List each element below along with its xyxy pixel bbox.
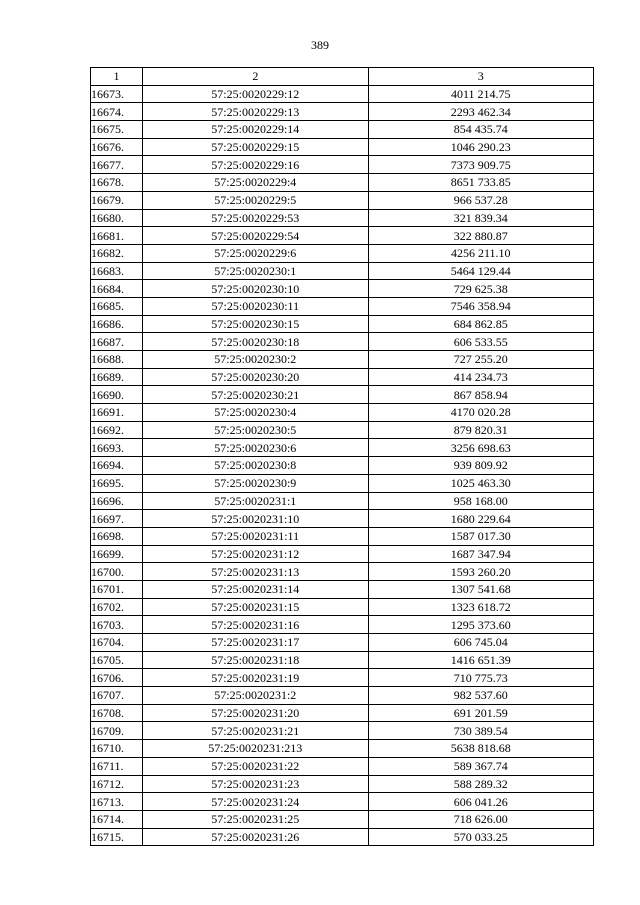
row-number-cell: 16686. <box>91 315 143 333</box>
row-number-cell: 16699. <box>91 545 143 563</box>
cadastral-number-cell: 57:25:0020231:25 <box>143 810 368 828</box>
cadastral-number-cell: 57:25:0020229:15 <box>143 138 368 156</box>
row-number-cell: 16683. <box>91 262 143 280</box>
row-number-cell: 16684. <box>91 280 143 298</box>
table-row <box>91 740 594 758</box>
value-cell: 1046 290.23 <box>368 138 593 156</box>
row-number-cell: 16707. <box>91 687 143 705</box>
value-cell: 589 367.74 <box>368 757 593 775</box>
cadastral-number-cell: 57:25:0020230:1 <box>143 262 368 280</box>
value-cell: 606 041.26 <box>368 793 593 811</box>
cadastral-number-cell: 57:25:0020230:21 <box>143 386 368 404</box>
value-cell: 1416 651.39 <box>368 651 593 669</box>
row-number-cell: 16678. <box>91 174 143 192</box>
cadastral-number-cell: 57:25:0020231:22 <box>143 757 368 775</box>
row-number-cell: 16711. <box>91 757 143 775</box>
table-row <box>91 492 594 510</box>
row-number-cell: 16712. <box>91 775 143 793</box>
value-cell: 3256 698.63 <box>368 439 593 457</box>
table-row <box>91 227 594 245</box>
value-cell: 1323 618.72 <box>368 598 593 616</box>
table-row <box>91 138 594 156</box>
value-cell: 4170 020.28 <box>368 404 593 422</box>
value-cell: 2293 462.34 <box>368 103 593 121</box>
row-number-cell: 16694. <box>91 457 143 475</box>
row-number-cell: 16681. <box>91 227 143 245</box>
value-cell: 1680 229.64 <box>368 510 593 528</box>
value-cell: 854 435.74 <box>368 121 593 139</box>
row-number-cell: 16677. <box>91 156 143 174</box>
table-row <box>91 156 594 174</box>
value-cell: 1687 347.94 <box>368 545 593 563</box>
value-cell: 718 626.00 <box>368 810 593 828</box>
table-row <box>91 85 594 103</box>
value-cell: 729 625.38 <box>368 280 593 298</box>
table-row <box>91 121 594 139</box>
value-cell: 691 201.59 <box>368 704 593 722</box>
row-number-cell: 16689. <box>91 368 143 386</box>
table-row <box>91 598 594 616</box>
value-cell: 710 775.73 <box>368 669 593 687</box>
table-row <box>91 333 594 351</box>
row-number-cell: 16697. <box>91 510 143 528</box>
cadastral-number-cell: 57:25:0020229:16 <box>143 156 368 174</box>
cadastral-number-cell: 57:25:0020231:11 <box>143 527 368 545</box>
row-number-cell: 16698. <box>91 527 143 545</box>
column-header-3: 3 <box>368 68 593 86</box>
cadastral-number-cell: 57:25:0020230:6 <box>143 439 368 457</box>
table-row <box>91 457 594 475</box>
row-number-cell: 16706. <box>91 669 143 687</box>
value-cell: 8651 733.85 <box>368 174 593 192</box>
cadastral-number-cell: 57:25:0020230:15 <box>143 315 368 333</box>
cadastral-number-cell: 57:25:0020231:17 <box>143 634 368 652</box>
row-number-cell: 16703. <box>91 616 143 634</box>
cadastral-number-cell: 57:25:0020229:12 <box>143 85 368 103</box>
table-row <box>91 174 594 192</box>
table-body <box>91 85 594 846</box>
cadastral-number-cell: 57:25:0020231:19 <box>143 669 368 687</box>
value-cell: 7373 909.75 <box>368 156 593 174</box>
value-cell: 727 255.20 <box>368 351 593 369</box>
cadastral-number-cell: 57:25:0020231:15 <box>143 598 368 616</box>
registry-table <box>90 67 594 846</box>
cadastral-number-cell: 57:25:0020230:10 <box>143 280 368 298</box>
cadastral-number-cell: 57:25:0020230:9 <box>143 474 368 492</box>
value-cell: 588 289.32 <box>368 775 593 793</box>
row-number-cell: 16702. <box>91 598 143 616</box>
row-number-cell: 16709. <box>91 722 143 740</box>
value-cell: 1025 463.30 <box>368 474 593 492</box>
table-row <box>91 651 594 669</box>
header-row <box>91 68 594 86</box>
cadastral-number-cell: 57:25:0020230:18 <box>143 333 368 351</box>
row-number-cell: 16705. <box>91 651 143 669</box>
value-cell: 414 234.73 <box>368 368 593 386</box>
value-cell: 321 839.34 <box>368 209 593 227</box>
row-number-cell: 16701. <box>91 580 143 598</box>
table-row <box>91 262 594 280</box>
table-row <box>91 704 594 722</box>
row-number-cell: 16710. <box>91 740 143 758</box>
row-number-cell: 16675. <box>91 121 143 139</box>
value-cell: 684 862.85 <box>368 315 593 333</box>
value-cell: 1295 373.60 <box>368 616 593 634</box>
table-row <box>91 810 594 828</box>
table-row <box>91 669 594 687</box>
row-number-cell: 16704. <box>91 634 143 652</box>
cadastral-number-cell: 57:25:0020230:8 <box>143 457 368 475</box>
cadastral-number-cell: 57:25:0020230:20 <box>143 368 368 386</box>
value-cell: 570 033.25 <box>368 828 593 846</box>
value-cell: 606 745.04 <box>368 634 593 652</box>
cadastral-number-cell: 57:25:0020230:2 <box>143 351 368 369</box>
cadastral-number-cell: 57:25:0020229:54 <box>143 227 368 245</box>
row-number-cell: 16700. <box>91 563 143 581</box>
column-header-2: 2 <box>143 68 368 86</box>
row-number-cell: 16715. <box>91 828 143 846</box>
cadastral-number-cell: 57:25:0020230:4 <box>143 404 368 422</box>
cadastral-number-cell: 57:25:0020230:11 <box>143 297 368 315</box>
row-number-cell: 16713. <box>91 793 143 811</box>
table-row <box>91 828 594 846</box>
value-cell: 958 168.00 <box>368 492 593 510</box>
row-number-cell: 16674. <box>91 103 143 121</box>
cadastral-number-cell: 57:25:0020231:20 <box>143 704 368 722</box>
cadastral-number-cell: 57:25:0020231:24 <box>143 793 368 811</box>
cadastral-number-cell: 57:25:0020229:13 <box>143 103 368 121</box>
cadastral-number-cell: 57:25:0020231:1 <box>143 492 368 510</box>
table-row <box>91 793 594 811</box>
table-row <box>91 191 594 209</box>
row-number-cell: 16695. <box>91 474 143 492</box>
row-number-cell: 16679. <box>91 191 143 209</box>
table-row <box>91 527 594 545</box>
cadastral-number-cell: 57:25:0020231:21 <box>143 722 368 740</box>
value-cell: 606 533.55 <box>368 333 593 351</box>
table-row <box>91 297 594 315</box>
value-cell: 4011 214.75 <box>368 85 593 103</box>
cadastral-number-cell: 57:25:0020231:26 <box>143 828 368 846</box>
value-cell: 1587 017.30 <box>368 527 593 545</box>
cadastral-number-cell: 57:25:0020231:213 <box>143 740 368 758</box>
row-number-cell: 16714. <box>91 810 143 828</box>
cadastral-number-cell: 57:25:0020231:13 <box>143 563 368 581</box>
row-number-cell: 16676. <box>91 138 143 156</box>
cadastral-number-cell: 57:25:0020231:12 <box>143 545 368 563</box>
value-cell: 982 537.60 <box>368 687 593 705</box>
table-row <box>91 687 594 705</box>
table-row <box>91 103 594 121</box>
cadastral-number-cell: 57:25:0020231:10 <box>143 510 368 528</box>
row-number-cell: 16693. <box>91 439 143 457</box>
value-cell: 5464 129.44 <box>368 262 593 280</box>
table-row <box>91 775 594 793</box>
table-row <box>91 563 594 581</box>
value-cell: 730 389.54 <box>368 722 593 740</box>
value-cell: 7546 358.94 <box>368 297 593 315</box>
page-number: 389 <box>311 38 329 52</box>
table-row <box>91 386 594 404</box>
value-cell: 879 820.31 <box>368 421 593 439</box>
cadastral-number-cell: 57:25:0020231:23 <box>143 775 368 793</box>
table-row <box>91 545 594 563</box>
table-row <box>91 315 594 333</box>
table-row <box>91 474 594 492</box>
value-cell: 1593 260.20 <box>368 563 593 581</box>
value-cell: 322 880.87 <box>368 227 593 245</box>
table-row <box>91 351 594 369</box>
table-row <box>91 209 594 227</box>
value-cell: 867 858.94 <box>368 386 593 404</box>
table-row <box>91 510 594 528</box>
cadastral-number-cell: 57:25:0020231:14 <box>143 580 368 598</box>
cadastral-number-cell: 57:25:0020230:5 <box>143 421 368 439</box>
table-row <box>91 634 594 652</box>
cadastral-number-cell: 57:25:0020231:2 <box>143 687 368 705</box>
cadastral-number-cell: 57:25:0020229:14 <box>143 121 368 139</box>
row-number-cell: 16688. <box>91 351 143 369</box>
table-row <box>91 616 594 634</box>
cadastral-number-cell: 57:25:0020231:16 <box>143 616 368 634</box>
row-number-cell: 16687. <box>91 333 143 351</box>
table-row <box>91 722 594 740</box>
table-row <box>91 421 594 439</box>
row-number-cell: 16685. <box>91 297 143 315</box>
value-cell: 5638 818.68 <box>368 740 593 758</box>
cadastral-number-cell: 57:25:0020229:4 <box>143 174 368 192</box>
row-number-cell: 16680. <box>91 209 143 227</box>
column-header-1: 1 <box>91 68 143 86</box>
cadastral-number-cell: 57:25:0020229:5 <box>143 191 368 209</box>
row-number-cell: 16692. <box>91 421 143 439</box>
table-row <box>91 580 594 598</box>
table-row <box>91 439 594 457</box>
value-cell: 966 537.28 <box>368 191 593 209</box>
cadastral-number-cell: 57:25:0020229:53 <box>143 209 368 227</box>
value-cell: 939 809.92 <box>368 457 593 475</box>
row-number-cell: 16696. <box>91 492 143 510</box>
table-row <box>91 368 594 386</box>
cadastral-number-cell: 57:25:0020229:6 <box>143 244 368 262</box>
value-cell: 4256 211.10 <box>368 244 593 262</box>
table-row <box>91 404 594 422</box>
row-number-cell: 16690. <box>91 386 143 404</box>
cadastral-number-cell: 57:25:0020231:18 <box>143 651 368 669</box>
row-number-cell: 16708. <box>91 704 143 722</box>
table-row <box>91 244 594 262</box>
table-row <box>91 280 594 298</box>
table-row <box>91 757 594 775</box>
value-cell: 1307 541.68 <box>368 580 593 598</box>
row-number-cell: 16691. <box>91 404 143 422</box>
row-number-cell: 16673. <box>91 85 143 103</box>
row-number-cell: 16682. <box>91 244 143 262</box>
